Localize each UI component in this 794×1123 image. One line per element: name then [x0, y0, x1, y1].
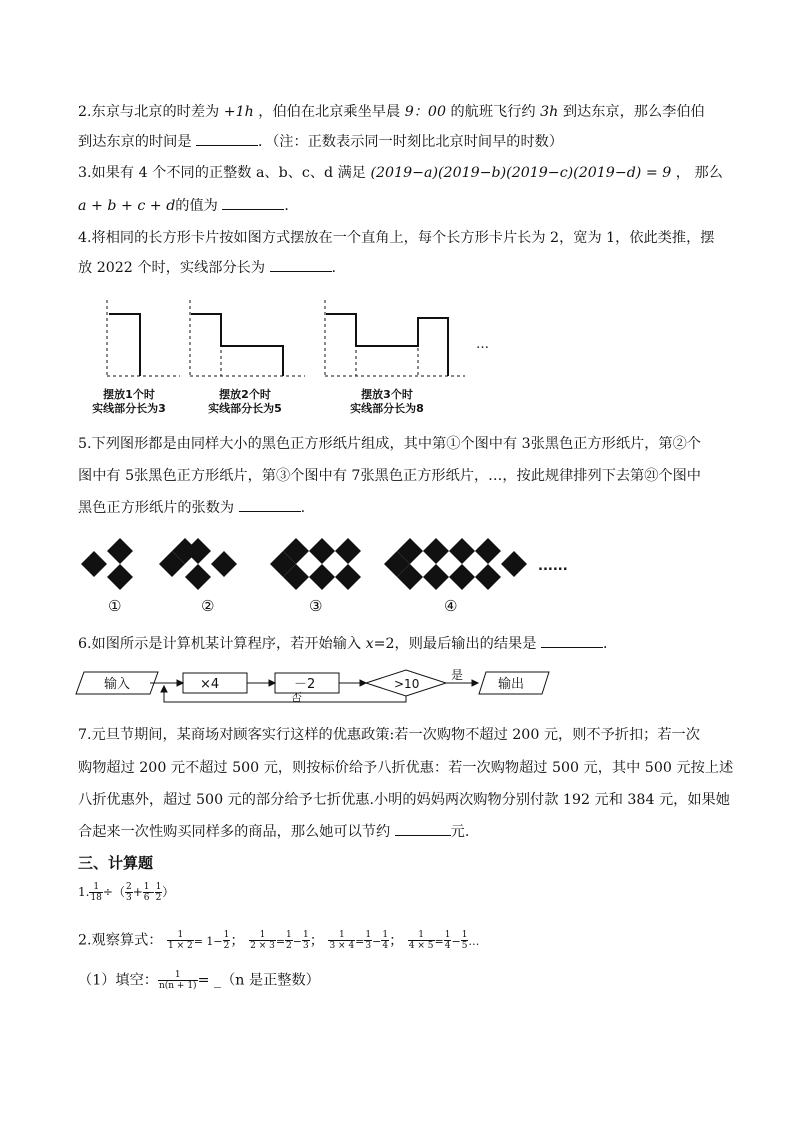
calc1-frac1-den: 18 [90, 893, 102, 903]
q7-answer-blank[interactable] [395, 821, 451, 836]
q2-line1 [78, 102, 705, 122]
calc1-minus: - [150, 885, 155, 899]
q2-math-duration: 3h [540, 104, 559, 120]
q5-line2: 图中有 5张黑色正方形纸片，第③个图中有 7张黑色正方形纸片，…，按此规律排列下去第㉑个图中 [78, 468, 701, 484]
q2-math-timediff: +1h [223, 104, 254, 120]
flow-output-label: 输出 [498, 677, 525, 692]
eq4-lhs-num: 1 [408, 930, 435, 941]
q5-line1: 5.下列图形都是由同样大小的黑色正方形纸片组成，其中第①个图中有 3张黑色正方形纸片，第②个 [78, 436, 701, 452]
eq3-a-num: 1 [365, 930, 372, 940]
calc1-frac2-den: 3 [125, 893, 132, 903]
calc2-fill [78, 970, 320, 991]
calc1-frac4-num: 1 [155, 882, 162, 892]
eq2-b-num: 1 [303, 930, 309, 940]
calc2-lead: 2.观察算式： [78, 932, 163, 949]
q7-line1: 7.元旦节期间，某商场对顾客实行这样的优惠政策:若一次购物不超过 200 元，则不予折扣；若一次 [78, 727, 700, 743]
q4-caption-3 [342, 388, 432, 416]
q5-diamond-figure [0, 530, 794, 600]
q3-text-1: 3.如果有 4 个不同的正整数 a、b、c、d 满足 [78, 165, 371, 181]
q5-answer-blank[interactable] [239, 497, 301, 512]
q7-text-1: 合起来一次性购买同样多的商品，那么她可以节约 [78, 824, 395, 840]
calc2-fill-num: 1 [158, 970, 198, 981]
eq3-mid: = [355, 934, 365, 948]
flow-step2-label: －2 [294, 677, 316, 692]
eq4-a-num: 1 [444, 930, 451, 940]
q4-text-2: . [331, 260, 337, 276]
calc1-frac3-den: 6 [143, 893, 150, 903]
eq4-lhs-den: 4 × 5 [408, 941, 434, 951]
q4-line1: 4.将相同的长方形卡片按如图方式摆放在一个直角上，每个长方形卡片长为 2，宽为 1，依此类推，摆 [78, 230, 715, 246]
q4-card-figure [0, 296, 794, 386]
q4-answer-blank[interactable] [270, 257, 332, 272]
calc2-fill-den: n(n + 1) [158, 981, 197, 991]
calc2-line1 [78, 930, 479, 952]
eq1-sep: ； [230, 932, 245, 949]
calc2-eq-4: $\frac{1}{4 \times 5}$ = $\frac{1}{4}$ − $\frac{1}{5}$ … [408, 930, 480, 951]
calc1 [78, 882, 174, 903]
calc1-plus: + [132, 885, 143, 899]
eq3-b-den: 4 [382, 941, 389, 951]
q6-flowchart [0, 664, 794, 710]
calc1-frac2-num: 2 [125, 882, 132, 892]
q4-line2 [78, 257, 336, 278]
eq1-lhs-num: 1 [167, 930, 194, 941]
flow-cond-label: >10 [394, 677, 420, 691]
q7-line3: 八折优惠外，超过 500 元的部分给予七折优惠.小明的妈妈两次购物分别付款 192 元和 384 元，如果她 [78, 792, 730, 808]
eq4-b-num: 1 [461, 930, 468, 940]
flow-input-label: 输入 [104, 677, 131, 692]
calc2-eq-3: $\frac{1}{3 \times 4}$ = $\frac{1}{3}$ − $\frac{1}{4}$ ； [329, 930, 404, 951]
q5-label-4: ④ [444, 597, 458, 615]
eq4-a-den: 4 [444, 941, 451, 951]
q3-answer-blank[interactable] [222, 195, 284, 210]
q2-text-5: 到达东京的时间是 [78, 134, 197, 150]
calc1-close: ） [162, 885, 175, 899]
q7-line4 [78, 821, 469, 842]
q3-text-2: ， 那么 [671, 165, 723, 181]
q4-caption-1-a: 摆放1个时 [103, 388, 155, 401]
q7-line2: 购物超过 200 元不超过 500 元，则按标价给予八折优惠：若一次购物超过 500 元，其中 500 元按上述 [78, 760, 734, 776]
eq2-a-den: 2 [286, 941, 292, 951]
q4-caption-2 [200, 388, 290, 416]
flow-yes-label: 是 [451, 668, 464, 682]
q5-label-2: ② [201, 597, 215, 615]
calc1-frac4-den: 2 [155, 893, 162, 903]
eq3-lhs-den: 3 × 4 [329, 941, 355, 951]
q6-answer-blank[interactable] [541, 633, 603, 648]
q2-text-6: ．（注：正数表示同一时刻比北京时间早的时数） [258, 134, 564, 150]
q7-text-2: 元. [450, 824, 470, 840]
calc1-frac3-num: 1 [143, 882, 150, 892]
eq2-a-num: 1 [286, 930, 292, 940]
eq2-lhs-num: 1 [249, 930, 276, 941]
q6-text-3: ． [602, 636, 618, 652]
eq1-lhs-den: 1 × 2 [168, 941, 193, 951]
q5-text-1: 黑色正方形纸片的张数为 [78, 500, 239, 516]
q3-line1 [78, 163, 723, 183]
q2-text-1: 2.东京与北京的时差为 [78, 104, 224, 120]
q2-line2 [78, 131, 563, 152]
q2-text-3: 的航班飞行约 [445, 104, 541, 120]
q3-math-expr: (2019−a)(2019−b)(2019−c)(2019−d) = 9 [370, 165, 672, 181]
q6-text-2: =2，则最后输出的结果是 [373, 636, 541, 652]
eq4-b-den: 5 [461, 941, 468, 951]
eq2-lhs-den: 2 × 3 [250, 941, 275, 951]
eq3-a-den: 3 [365, 941, 372, 951]
q4-caption-1-b: 实线部分长为3 [92, 402, 166, 415]
eq4-mid: = [434, 934, 444, 948]
q4-caption-2-a: 摆放2个时 [219, 388, 271, 401]
q4-text-1: 放 2022 个时，实线部分长为 [78, 260, 270, 276]
q4-caption-3-b: 实线部分长为8 [350, 402, 424, 415]
calc2-fill-note: （n 是正整数） [221, 972, 320, 989]
eq4-sep: … [468, 934, 480, 948]
q3-math-sum: a + b + c + d [78, 198, 176, 214]
q5-ellipsis: ...... [538, 559, 568, 574]
q4-caption-3-a: 摆放3个时 [361, 388, 413, 401]
q4-caption-1 [84, 388, 174, 416]
q3-text-3: 的值为 [175, 198, 223, 214]
calc1-div: ÷（ [102, 885, 125, 899]
eq2-mid: = [275, 934, 286, 948]
q5-line3 [78, 497, 305, 518]
q6-math-x: x [365, 636, 374, 652]
q2-answer-blank[interactable] [196, 131, 258, 146]
eq3-sep: ； [389, 932, 404, 949]
eq2-sep: ； [309, 932, 324, 949]
q6-text-1: 6.如图所示是计算机某计算程序，若开始输入 [78, 636, 366, 652]
eq1-a-den: 2 [223, 941, 230, 951]
section-title: 三、计算题 [78, 854, 154, 872]
calc2-eq-2: $\frac{1}{2 \times 3}$ = $\frac{1}{2}$ − $\frac{1}{3}$ ； [250, 930, 324, 951]
calc2-fill-lead: （1）填空： [78, 972, 158, 989]
q5-label-1: ① [108, 597, 122, 615]
calc1-frac1-num: 1 [89, 882, 102, 893]
q2-math-time: 9：00 [404, 104, 446, 120]
q3-line2 [78, 195, 299, 216]
q6-line1 [78, 633, 617, 654]
q5-text-2: . [300, 500, 306, 516]
flow-step1-label: ×4 [200, 677, 220, 692]
calc2-fill-blank[interactable]: = _ [197, 972, 222, 989]
eq1-mid: = 1− [193, 934, 223, 948]
calc2-eq-1 [167, 930, 249, 951]
eq1-a-num: 1 [223, 930, 230, 940]
flow-no-label: 否 [291, 691, 302, 704]
q3-text-4: ． [284, 198, 299, 214]
q5-label-3: ③ [309, 597, 323, 615]
q2-text-2: ，伯伯在北京乘坐早晨 [253, 104, 405, 120]
eq3-lhs-num: 1 [328, 930, 355, 941]
calc1-index: 1. [78, 885, 90, 899]
q2-text-4: 到达东京，那么李伯伯 [558, 104, 705, 120]
eq3-b-num: 1 [382, 930, 389, 940]
q4-ellipsis: … [476, 337, 489, 352]
eq2-b-den: 3 [303, 941, 309, 951]
q4-caption-2-b: 实线部分长为5 [208, 402, 282, 415]
